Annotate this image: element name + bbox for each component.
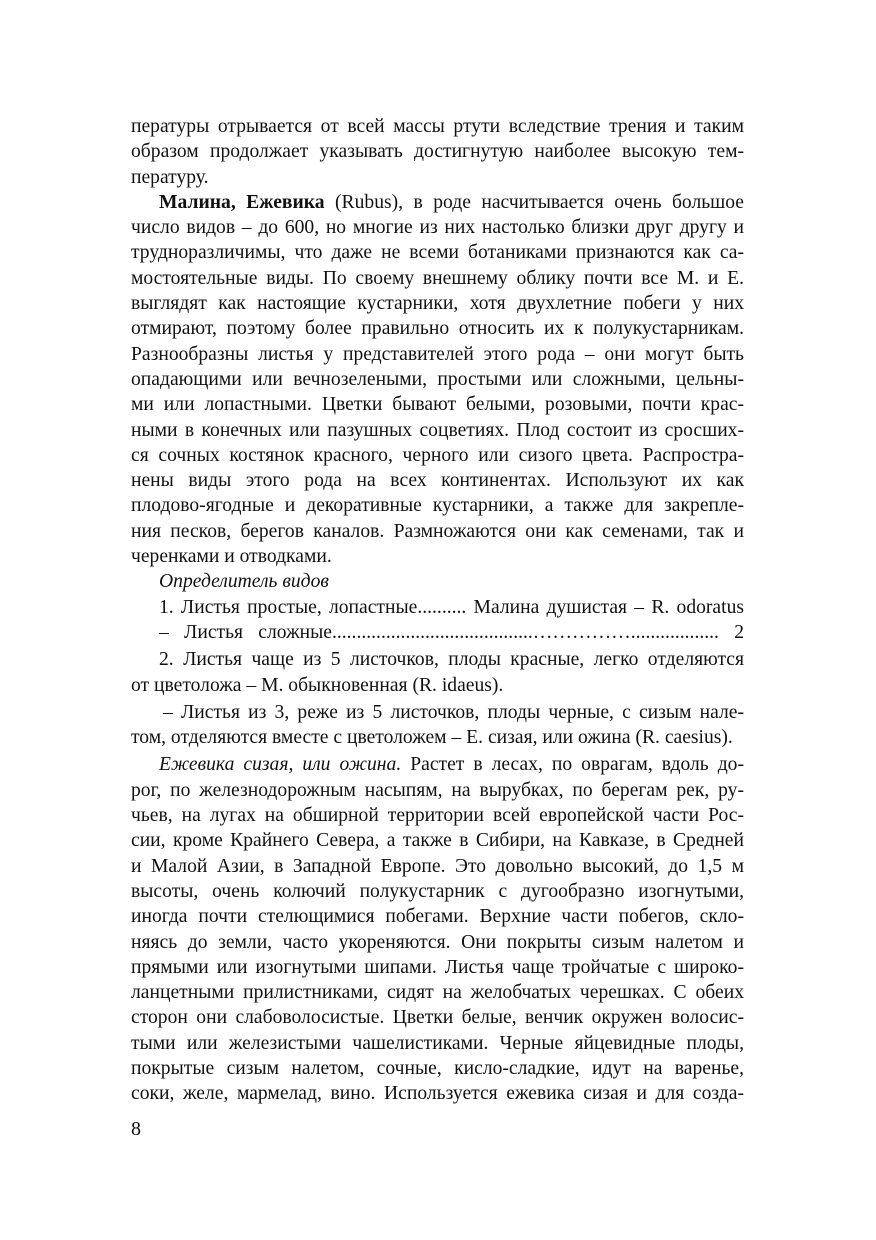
text-line: чьев, на лугах на обширной территории всей европейской части Рос- [131,805,744,827]
text-line: отмирают, поэтому более правильно относить их к полукустарникам. [131,318,744,340]
text-line: высоты, очень колючий полукустарник с дугообразно изогнутыми, [131,880,744,902]
paragraph-rubus [131,190,744,569]
text-line: прямыми или изогнутыми шипами. Листья чаще тройчатые с широко- [131,956,744,978]
entry-term: Ежевика сизая, или ожина. [159,754,402,776]
text-line: мостоятельные виды. По своему внешнему облику почти все М. и Е. [131,267,744,289]
text-line: образом продолжает указывать достигнутую наиболее высокую тем- [131,141,744,163]
text-line: опадающими или вечнозелеными, простыми или сложными, цельны- [131,368,744,390]
page-number: 8 [131,1118,141,1140]
text-line: пературы отрывается от всей массы ртути вследствие трения и таким [131,116,744,137]
text-line: Ежевика сизая, или ожина. Растет в лесах, по оврагам, вдоль до- [159,754,744,776]
text-line: трудноразличимы, что даже не всеми ботаниками признаются как са- [131,242,744,264]
key-line: том, отделяются вместе с цветоложем – Е. сизая, или ожина (R. caesius). [131,727,733,749]
key-line: – Листья из 3, реже из 5 листочков, плоды черные, с сизым нале- [163,701,744,723]
text-line: сии, кроме Крайнего Севера, а также в Сибири, на Кавказе, в Средней [131,830,744,852]
text-line: плодово-ягодные и декоративные кустарники, а также для закрепле- [131,495,744,517]
text-line: ся сочных костянок красного, черного или сизого цвета. Распростра- [131,444,744,466]
text-line: ными в конечных или пазушных соцветиях. Плод состоит из сросших- [131,419,744,441]
text-line: Малина, Ежевика (Rubus), в роде насчитывается очень большое [159,191,744,213]
text-line: пературу. [131,166,209,188]
text-line: черенками и отводками. [131,546,332,568]
paragraph-thermometer-end [131,114,744,190]
text-line: нены виды этого рода на всех континентах. Используют их как [131,470,744,492]
key-line: – Листья сложные.........................................…………….................. 2 [159,621,744,643]
text-line: Разнообразны листья у представителей этого рода – они могут быть [131,343,744,365]
text-line: ми или лопастными. Цветки бывают белыми, розовыми, почти крас- [131,394,744,416]
text-line: покрытые сизым налетом, сочные, кисло-сладкие, идут на варенье, [131,1057,744,1079]
text-line: число видов – до 600, но многие из них настолько близки друг другу и [131,217,744,239]
key-line: 1. Листья простые, лопастные.......... Малина душистая – R. odoratus [159,596,744,618]
body-text [131,114,744,1107]
key-line: 2. Листья чаще из 5 листочков, плоды красные, легко отделяются [159,649,744,671]
paragraph-rubus-caesius [131,752,744,1106]
entry-term: Малина, Ежевика [159,191,325,213]
species-key [131,569,744,750]
text-line: ланцетными прилистниками, сидят на желобчатых черешках. С обеих [131,982,744,1004]
key-line: от цветоложа – М. обыкновенная (R. idaeus). [131,674,504,696]
key-title: Определитель видов [159,571,329,593]
text-line: ния песков, берегов каналов. Размножаются они как семенами, так и [131,520,744,542]
text-line: иногда почти стелющимися побегами. Верхние части побегов, скло- [131,906,744,928]
text-line: соки, желе, мармелад, вино. Используется ежевика сизая и для созда- [131,1083,744,1105]
text-line: тыми или железистыми чашелистиками. Черные яйцевидные плоды, [131,1032,744,1054]
text-line: няясь до земли, часто укореняются. Они покрыты сизым налетом и [131,931,744,953]
text-line: сторон они слабоволосистые. Цветки белые, венчик окружен волосис- [131,1007,744,1029]
text-line: и Малой Азии, в Западной Европе. Это довольно высокий, до 1,5 м [131,855,744,877]
text-line: рог, по железнодорожным насыпям, на вырубках, по берегам рек, ру- [131,779,744,801]
text-line: выглядят как настоящие кустарники, хотя двухлетние побеги у них [131,293,744,315]
